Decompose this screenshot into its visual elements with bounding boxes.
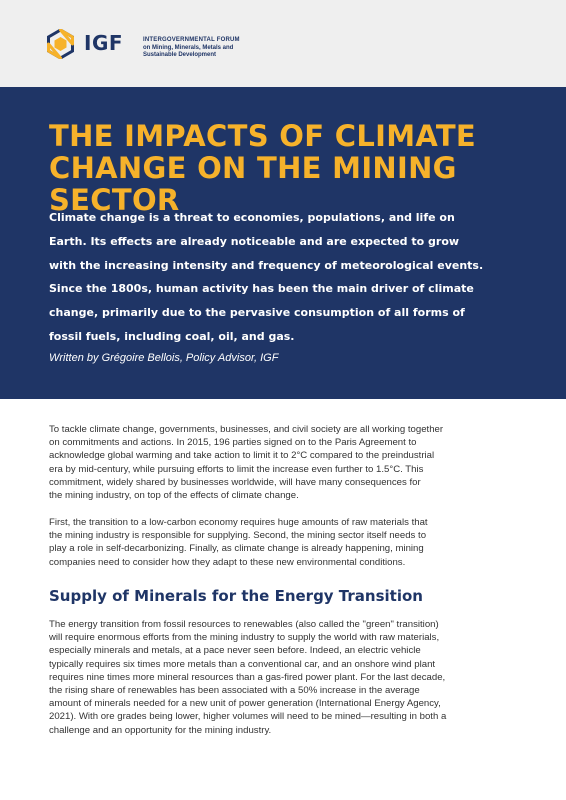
- lede-line: fossil fuels, including coal, oil, and gas.: [49, 329, 295, 343]
- text-line: the mining industry is responsible for supplying. Second, the mining sector itself needs to: [49, 530, 427, 542]
- text-line: The energy transition from fossil resources to renewables (also called the "green" transition): [49, 619, 439, 630]
- org-name-line: Sustainable Development: [143, 52, 217, 58]
- lede-line: change, primarily due to the pervasive consumption of all forms of: [49, 306, 465, 320]
- org-name-line: INTERGOVERNMENTAL FORUM: [143, 37, 240, 43]
- body-paragraph: [49, 516, 519, 569]
- text-line: amount of minerals needed for a new unit of power generation (International Energy Agency,: [49, 698, 441, 710]
- hero-banner: [0, 87, 566, 399]
- text-line: era by mid-century, while pursuing efforts to limit the increase even further to 1.5°C. This: [49, 463, 424, 475]
- text-line: challenge and an opportunity for the mining industry.: [49, 724, 272, 736]
- text-line: To tackle climate change, governments, businesses, and civil society are all working together: [49, 424, 444, 435]
- text-line: acknowledge global warming and take action to limit it to 2°C compared to the preindustrial: [49, 450, 435, 462]
- lede-line: Climate change is a threat to economies, populations, and life on: [49, 211, 455, 224]
- byline: Written by Grégoire Bellois, Policy Advisor, IGF: [49, 352, 279, 364]
- body-paragraph: [49, 618, 519, 737]
- hexagon-logo-icon: [47, 29, 74, 59]
- org-name-line: on Mining, Minerals, Metals and: [143, 44, 234, 51]
- lede-line: Earth. Its effects are already noticeable and are expected to grow: [49, 234, 460, 248]
- text-line: typically requires six times more metals than a conventional car, and an onshore wind plant: [49, 658, 436, 670]
- section-heading: Supply of Minerals for the Energy Transition: [49, 587, 423, 605]
- body-paragraph: [49, 423, 519, 502]
- title-line: THE IMPACTS OF CLIMATE: [49, 119, 477, 153]
- text-line: will require enormous efforts from the mining industry to supply the world with raw materials,: [49, 632, 440, 644]
- text-line: companies need to consider how they adapt to these new environmental conditions.: [49, 556, 406, 568]
- lede-paragraph: [49, 206, 529, 349]
- title-line: CHANGE ON THE MINING SECTOR: [49, 151, 457, 217]
- text-line: play a role in self-decarbonizing. Finally, as climate change is already happening, mining: [49, 543, 424, 555]
- page-title: [49, 120, 539, 216]
- text-line: the rising share of renewables has been associated with a 50% increase in the average: [49, 685, 420, 697]
- text-line: requires nine times more mineral resources than a gas-fired power plant. For the last decade,: [49, 671, 446, 683]
- text-line: 2021). With ore grades being lower, higher volumes will need to be mined—resulting in both a: [49, 711, 447, 723]
- org-name: [143, 37, 303, 60]
- lede-line: with the increasing intensity and frequency of meteorological events.: [49, 258, 484, 272]
- page-header: [0, 0, 566, 87]
- lede-line: Since the 1800s, human activity has been the main driver of climate: [49, 282, 474, 296]
- text-line: especially minerals and metals, at a pace never seen before. Indeed, an electric vehicle: [49, 645, 421, 657]
- text-line: commitment, widely shared by businesses worldwide, will have many consequences for: [49, 476, 421, 488]
- text-line: First, the transition to a low-carbon economy requires huge amounts of raw materials that: [49, 517, 428, 528]
- logo-wordmark: IGF: [84, 31, 124, 55]
- text-line: on commitments and actions. In 2015, 196 parties signed on to the Paris Agreement to: [49, 437, 417, 449]
- text-line: the mining industry, on top of the effects of climate change.: [49, 490, 299, 502]
